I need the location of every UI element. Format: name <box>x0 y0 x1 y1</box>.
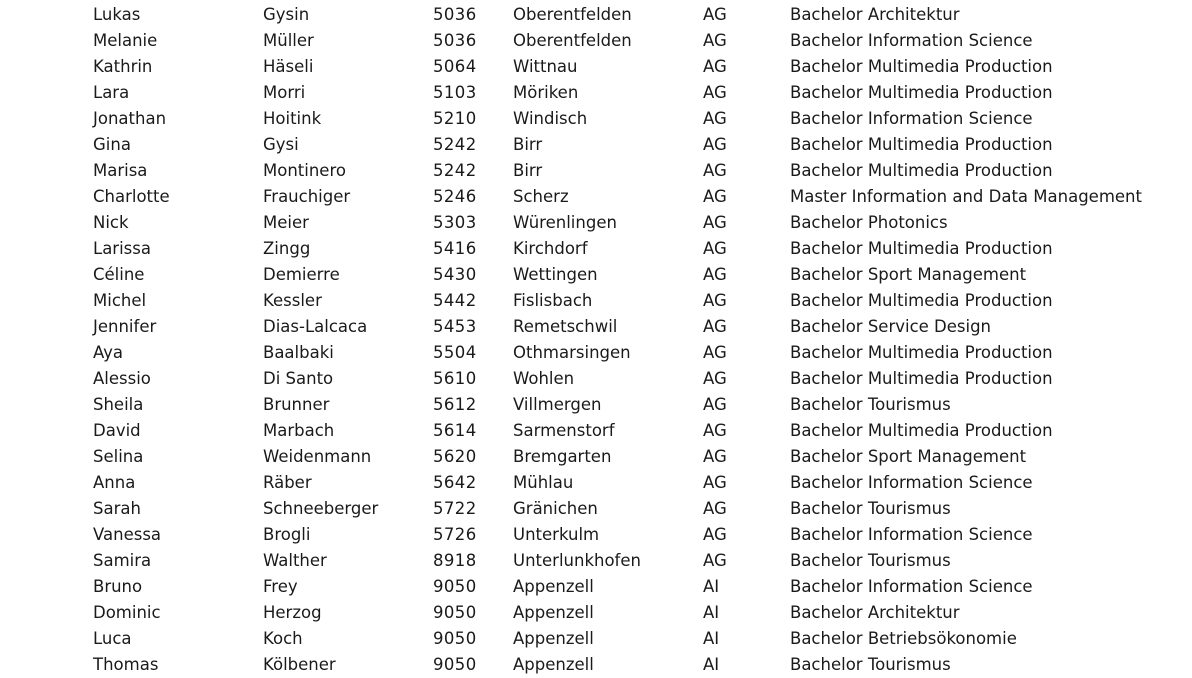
study-program-cell: Bachelor Multimedia Production <box>790 369 1053 388</box>
postal-code-cell: 5726 <box>433 525 477 544</box>
city-cell: Oberentfelden <box>513 5 632 24</box>
canton-cell: AG <box>703 525 727 544</box>
table-row <box>0 522 1192 548</box>
last-name-cell: Müller <box>263 31 314 50</box>
study-program-cell: Bachelor Sport Management <box>790 447 1027 466</box>
first-name-cell: Vanessa <box>93 525 162 544</box>
table-row <box>0 392 1192 418</box>
table-row <box>0 158 1192 184</box>
first-name-cell: Alessio <box>93 369 151 388</box>
table-row <box>0 496 1192 522</box>
study-program-cell: Bachelor Multimedia Production <box>790 135 1053 154</box>
first-name-cell: Marisa <box>93 161 148 180</box>
table-row <box>0 470 1192 496</box>
city-cell: Unterlunkhofen <box>513 551 641 570</box>
last-name-cell: Kölbener <box>263 655 336 674</box>
table-row <box>0 262 1192 288</box>
first-name-cell: Charlotte <box>93 187 170 206</box>
first-name-cell: Anna <box>93 473 136 492</box>
city-cell: Möriken <box>513 83 579 102</box>
last-name-cell: Hoitink <box>263 109 322 128</box>
study-program-cell: Bachelor Information Science <box>790 109 1033 128</box>
study-program-cell: Bachelor Tourismus <box>790 499 951 518</box>
study-program-cell: Bachelor Multimedia Production <box>790 239 1053 258</box>
study-program-cell: Bachelor Multimedia Production <box>790 343 1053 362</box>
table-row <box>0 574 1192 600</box>
study-program-cell: Bachelor Architektur <box>790 5 960 24</box>
table-row <box>0 54 1192 80</box>
last-name-cell: Frey <box>263 577 298 596</box>
last-name-cell: Di Santo <box>263 369 334 388</box>
first-name-cell: Thomas <box>93 655 159 674</box>
first-name-cell: Michel <box>93 291 147 310</box>
city-cell: Appenzell <box>513 655 594 674</box>
table-row <box>0 184 1192 210</box>
table-row <box>0 236 1192 262</box>
last-name-cell: Brunner <box>263 395 330 414</box>
city-cell: Würenlingen <box>513 213 617 232</box>
city-cell: Birr <box>513 161 543 180</box>
canton-cell: AG <box>703 551 727 570</box>
city-cell: Windisch <box>513 109 588 128</box>
city-cell: Scherz <box>513 187 569 206</box>
last-name-cell: Koch <box>263 629 303 648</box>
city-cell: Fislisbach <box>513 291 593 310</box>
canton-cell: AG <box>703 239 727 258</box>
postal-code-cell: 5430 <box>433 265 477 284</box>
first-name-cell: Lukas <box>93 5 141 24</box>
study-program-cell: Bachelor Tourismus <box>790 551 951 570</box>
canton-cell: AG <box>703 291 727 310</box>
table-row <box>0 652 1192 678</box>
study-program-cell: Bachelor Multimedia Production <box>790 421 1053 440</box>
postal-code-cell: 5036 <box>433 5 477 24</box>
city-cell: Othmarsingen <box>513 343 631 362</box>
canton-cell: AG <box>703 31 727 50</box>
canton-cell: AG <box>703 473 727 492</box>
study-program-cell: Bachelor Information Science <box>790 577 1033 596</box>
study-program-cell: Bachelor Service Design <box>790 317 992 336</box>
student-table <box>0 2 1192 678</box>
canton-cell: AG <box>703 395 727 414</box>
table-row <box>0 340 1192 366</box>
city-cell: Unterkulm <box>513 525 600 544</box>
postal-code-cell: 5722 <box>433 499 477 518</box>
canton-cell: AG <box>703 161 727 180</box>
first-name-cell: Bruno <box>93 577 143 596</box>
postal-code-cell: 5103 <box>433 83 477 102</box>
last-name-cell: Meier <box>263 213 309 232</box>
canton-cell: AG <box>703 213 727 232</box>
last-name-cell: Brogli <box>263 525 311 544</box>
last-name-cell: Zingg <box>263 239 311 258</box>
first-name-cell: Gina <box>93 135 131 154</box>
canton-cell: AG <box>703 57 727 76</box>
postal-code-cell: 8918 <box>433 551 477 570</box>
first-name-cell: Larissa <box>93 239 151 258</box>
first-name-cell: David <box>93 421 141 440</box>
canton-cell: AI <box>703 629 720 648</box>
last-name-cell: Dias-Lalcaca <box>263 317 368 336</box>
last-name-cell: Herzog <box>263 603 322 622</box>
table-row <box>0 106 1192 132</box>
postal-code-cell: 5036 <box>433 31 477 50</box>
study-program-cell: Bachelor Information Science <box>790 473 1033 492</box>
city-cell: Kirchdorf <box>513 239 588 258</box>
table-row <box>0 600 1192 626</box>
canton-cell: AG <box>703 5 727 24</box>
city-cell: Wettingen <box>513 265 598 284</box>
last-name-cell: Frauchiger <box>263 187 351 206</box>
city-cell: Appenzell <box>513 629 594 648</box>
postal-code-cell: 5610 <box>433 369 477 388</box>
last-name-cell: Montinero <box>263 161 346 180</box>
first-name-cell: Nick <box>93 213 129 232</box>
postal-code-cell: 5303 <box>433 213 477 232</box>
study-program-cell: Master Information and Data Management <box>790 187 1142 206</box>
study-program-cell: Bachelor Multimedia Production <box>790 57 1053 76</box>
postal-code-cell: 5504 <box>433 343 477 362</box>
postal-code-cell: 5442 <box>433 291 477 310</box>
first-name-cell: Sarah <box>93 499 141 518</box>
first-name-cell: Luca <box>93 629 132 648</box>
canton-cell: AG <box>703 135 727 154</box>
last-name-cell: Häseli <box>263 57 314 76</box>
study-program-cell: Bachelor Information Science <box>790 31 1033 50</box>
canton-cell: AI <box>703 603 720 622</box>
city-cell: Oberentfelden <box>513 31 632 50</box>
last-name-cell: Marbach <box>263 421 335 440</box>
first-name-cell: Dominic <box>93 603 161 622</box>
first-name-cell: Jonathan <box>93 109 167 128</box>
canton-cell: AG <box>703 369 727 388</box>
city-cell: Gränichen <box>513 499 598 518</box>
first-name-cell: Melanie <box>93 31 158 50</box>
canton-cell: AI <box>703 655 720 674</box>
postal-code-cell: 5210 <box>433 109 477 128</box>
last-name-cell: Schneeberger <box>263 499 379 518</box>
canton-cell: AG <box>703 447 727 466</box>
last-name-cell: Kessler <box>263 291 322 310</box>
city-cell: Birr <box>513 135 543 154</box>
canton-cell: AG <box>703 83 727 102</box>
study-program-cell: Bachelor Betriebsökonomie <box>790 629 1017 648</box>
postal-code-cell: 5620 <box>433 447 477 466</box>
table-row <box>0 2 1192 28</box>
canton-cell: AG <box>703 421 727 440</box>
city-cell: Sarmenstorf <box>513 421 615 440</box>
table-row <box>0 288 1192 314</box>
last-name-cell: Gysi <box>263 135 299 154</box>
last-name-cell: Walther <box>263 551 327 570</box>
first-name-cell: Jennifer <box>93 317 157 336</box>
city-cell: Bremgarten <box>513 447 612 466</box>
table-row <box>0 366 1192 392</box>
last-name-cell: Weidenmann <box>263 447 372 466</box>
postal-code-cell: 5614 <box>433 421 477 440</box>
city-cell: Wohlen <box>513 369 575 388</box>
table-row <box>0 80 1192 106</box>
postal-code-cell: 5242 <box>433 135 477 154</box>
last-name-cell: Morri <box>263 83 306 102</box>
canton-cell: AG <box>703 343 727 362</box>
table-row <box>0 548 1192 574</box>
postal-code-cell: 5612 <box>433 395 477 414</box>
postal-code-cell: 5064 <box>433 57 477 76</box>
city-cell: Remetschwil <box>513 317 618 336</box>
first-name-cell: Selina <box>93 447 144 466</box>
last-name-cell: Baalbaki <box>263 343 334 362</box>
table-row <box>0 626 1192 652</box>
table-row <box>0 28 1192 54</box>
table-row <box>0 418 1192 444</box>
last-name-cell: Demierre <box>263 265 340 284</box>
city-cell: Appenzell <box>513 577 594 596</box>
table-row <box>0 444 1192 470</box>
postal-code-cell: 9050 <box>433 629 477 648</box>
study-program-cell: Bachelor Information Science <box>790 525 1033 544</box>
city-cell: Villmergen <box>513 395 602 414</box>
study-program-cell: Bachelor Architektur <box>790 603 960 622</box>
study-program-cell: Bachelor Multimedia Production <box>790 161 1053 180</box>
city-cell: Wittnau <box>513 57 578 76</box>
canton-cell: AI <box>703 577 720 596</box>
first-name-cell: Kathrin <box>93 57 153 76</box>
postal-code-cell: 5416 <box>433 239 477 258</box>
postal-code-cell: 9050 <box>433 603 477 622</box>
first-name-cell: Samira <box>93 551 152 570</box>
first-name-cell: Céline <box>93 265 145 284</box>
table-row <box>0 210 1192 236</box>
table-row <box>0 314 1192 340</box>
canton-cell: AG <box>703 317 727 336</box>
postal-code-cell: 5246 <box>433 187 477 206</box>
last-name-cell: Räber <box>263 473 312 492</box>
first-name-cell: Lara <box>93 83 130 102</box>
study-program-cell: Bachelor Multimedia Production <box>790 291 1053 310</box>
first-name-cell: Sheila <box>93 395 144 414</box>
study-program-cell: Bachelor Tourismus <box>790 655 951 674</box>
postal-code-cell: 5453 <box>433 317 477 336</box>
study-program-cell: Bachelor Multimedia Production <box>790 83 1053 102</box>
canton-cell: AG <box>703 499 727 518</box>
canton-cell: AG <box>703 187 727 206</box>
city-cell: Mühlau <box>513 473 574 492</box>
last-name-cell: Gysin <box>263 5 310 24</box>
canton-cell: AG <box>703 109 727 128</box>
study-program-cell: Bachelor Photonics <box>790 213 948 232</box>
first-name-cell: Aya <box>93 343 124 362</box>
postal-code-cell: 5642 <box>433 473 477 492</box>
study-program-cell: Bachelor Sport Management <box>790 265 1027 284</box>
postal-code-cell: 9050 <box>433 655 477 674</box>
table-row <box>0 132 1192 158</box>
postal-code-cell: 5242 <box>433 161 477 180</box>
postal-code-cell: 9050 <box>433 577 477 596</box>
canton-cell: AG <box>703 265 727 284</box>
study-program-cell: Bachelor Tourismus <box>790 395 951 414</box>
city-cell: Appenzell <box>513 603 594 622</box>
